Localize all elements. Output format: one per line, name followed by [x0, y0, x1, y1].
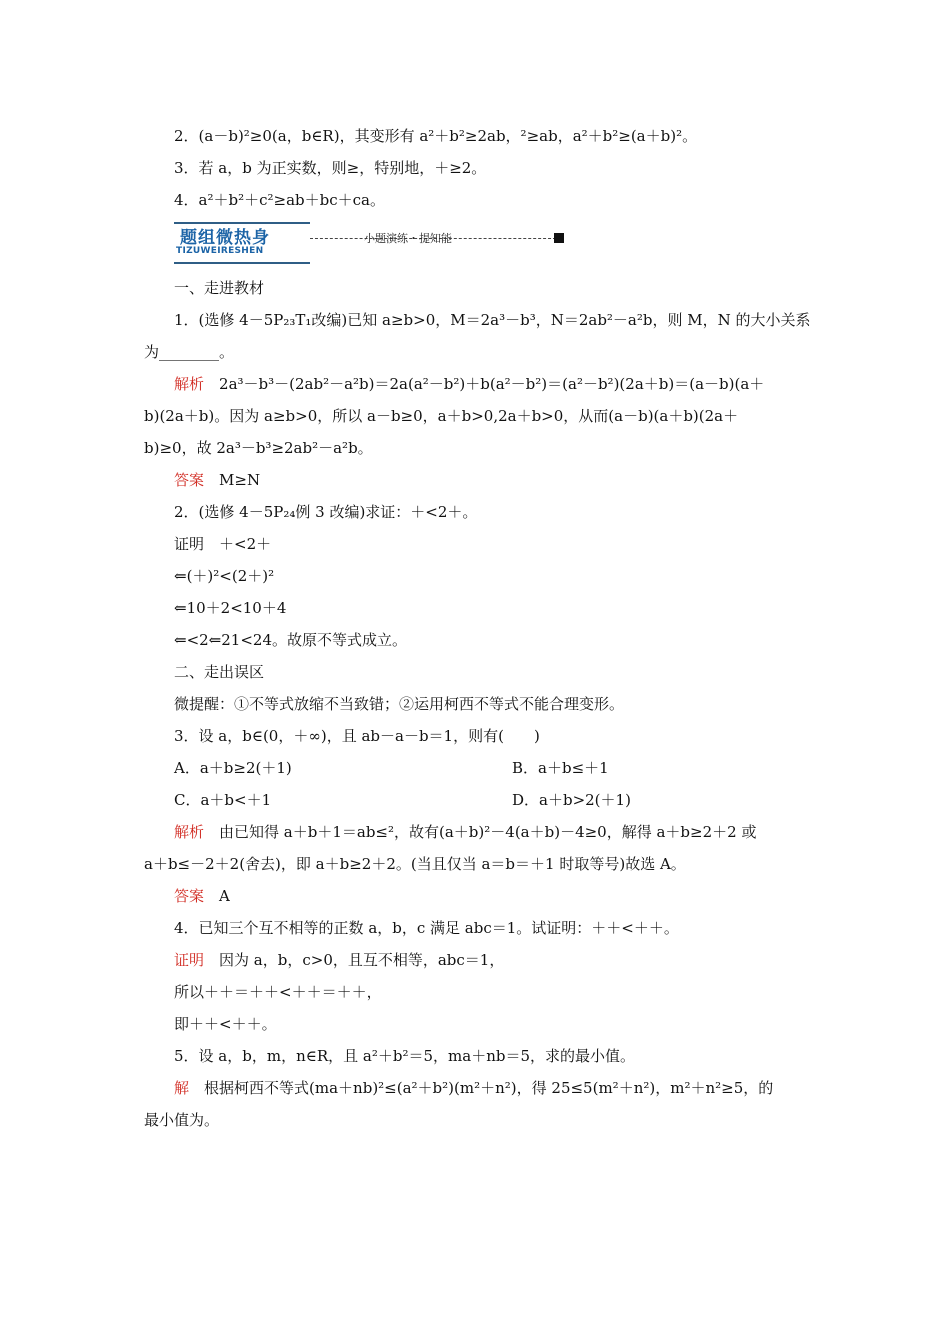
answer-label: 答案: [174, 887, 205, 905]
answer-text: M≥N: [219, 471, 261, 489]
solution-line: [174, 822, 756, 842]
proof-line: 证明 ＋<2＋: [174, 535, 272, 553]
banner-title: 题组微热身: [180, 228, 270, 248]
option-a: A．a＋b≥2(＋1): [174, 759, 292, 777]
answer-line: [174, 470, 260, 490]
analysis-label: 解析: [174, 823, 205, 841]
text-line: 3．若 a，b 为正实数，则≥，特别地，＋≥2。: [174, 159, 487, 177]
solution-text: 根据柯西不等式(ma＋nb)²≤(a²＋b²)(m²＋n²)，得 25≤5(m²＋n²)，m²＋n²≥5，的: [204, 1079, 774, 1097]
answer-line: [174, 886, 230, 906]
solution-line: [174, 374, 764, 394]
proof-line: 即＋＋<＋＋。: [174, 1015, 277, 1033]
proof-line: ⇐<2⇐21<24。故原不等式成立。: [174, 631, 407, 649]
proof-label: 证明: [174, 951, 205, 969]
solution-line: a＋b≤－2＋2(舍去)，即 a＋b≥2＋2。(当且仅当 a＝b＝＋1 时取等号)故选 A。: [144, 855, 686, 873]
section-banner: [174, 220, 566, 264]
question-text: 5．设 a，b，m，n∈R，且 a²＋b²＝5，ma＋nb＝5，求的最小值。: [174, 1047, 635, 1065]
banner-box: [174, 222, 310, 264]
proof-line: ⇐10＋2<10＋4: [174, 599, 287, 617]
analysis-text: 由已知得 a＋b＋1＝ab≤²，故有(a＋b)²－4(a＋b)－4≥0，解得 a＋b≥2＋2 或: [219, 823, 757, 841]
option-d: D．a＋b>2(＋1): [512, 791, 631, 809]
banner-square-icon: [554, 233, 564, 243]
proof-line: 所以＋＋＝＋＋<＋＋＝＋＋，: [174, 983, 382, 1001]
section-heading: 一、走进教材: [174, 279, 265, 297]
option-c: C．a＋b<＋1: [174, 791, 272, 809]
solution-label: 解: [174, 1079, 190, 1097]
banner-subtitle: TIZUWEIRESHEN: [176, 246, 264, 256]
option-b: B．a＋b≤＋1: [512, 759, 609, 777]
solution-line: b)≥0，故 2a³－b³≥2ab²－a²b。: [144, 439, 373, 457]
solution-line: b)(2a＋b)。因为 a≥b>0，所以 a－b≥0，a＋b>0,2a＋b>0，从而(a－b)(a＋b)(2a＋: [144, 407, 739, 425]
question-text: 1．(选修 4－5P₂₃T₁改编)已知 a≥b>0，M＝2a³－b³，N＝2ab²－a²b，则 M，N 的大小关系: [174, 311, 811, 329]
proof-line: ⇐(＋)²<(2＋)²: [174, 567, 275, 585]
question-text: 4．已知三个互不相等的正数 a，b，c 满足 abc＝1。试证明：＋＋<＋＋。: [174, 919, 679, 937]
solution-line: [174, 1078, 773, 1098]
text-line: 2．(a－b)²≥0(a，b∈R)，其变形有 a²＋b²≥2ab，²≥ab，a²＋b²≥(a＋b)²。: [174, 127, 698, 145]
proof-text: 因为 a，b，c>0，且互不相等，abc＝1，: [219, 951, 505, 969]
question-text: 3．设 a，b∈(0，＋∞)，且 ab－a－b＝1，则有( ): [174, 727, 540, 745]
section-heading: 二、走出误区: [174, 663, 265, 681]
tip-text: 微提醒：①不等式放缩不当致错；②运用柯西不等式不能合理变形。: [174, 695, 625, 713]
analysis-label: 解析: [174, 375, 205, 393]
answer-label: 答案: [174, 471, 205, 489]
question-text: 为________。: [144, 343, 235, 361]
answer-text: A: [219, 887, 230, 905]
solution-line: 最小值为。: [144, 1111, 220, 1129]
analysis-text: 2a³－b³－(2ab²－a²b)＝2a(a²－b²)＋b(a²－b²)＝(a²－b²)(2a＋b)＝(a－b)(a＋: [219, 375, 765, 393]
banner-caption: 小题演练・提知能: [364, 232, 452, 245]
text-line: 4．a²＋b²＋c²≥ab＋bc＋ca。: [174, 191, 385, 209]
question-text: 2．(选修 4－5P₂₄例 3 改编)求证：＋<2＋。: [174, 503, 478, 521]
proof-line: [174, 950, 504, 970]
